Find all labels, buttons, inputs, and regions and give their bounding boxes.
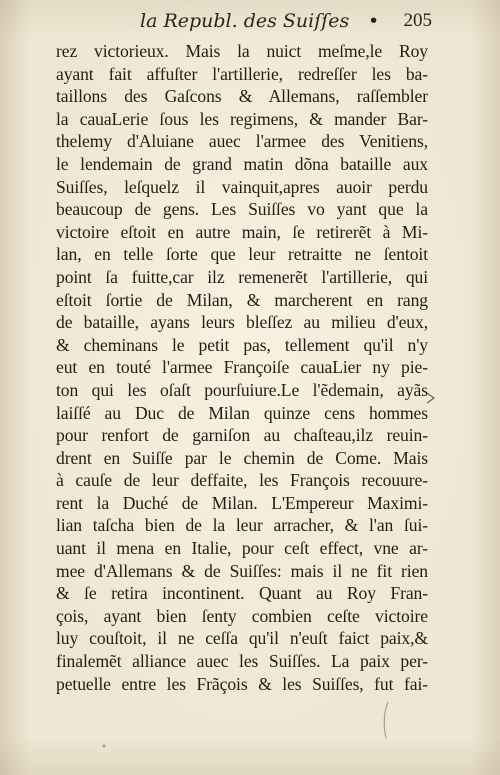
text-line: thelemy d'Aluiane auec l'armee des Venitiens, bbox=[56, 131, 428, 152]
text-line: le lendemain de grand matin dõna bataille aux bbox=[56, 153, 428, 174]
text-line: lan, en telle ſorte que leur retraitte ne ſentoit bbox=[56, 244, 428, 265]
page-number: 205 bbox=[403, 10, 432, 31]
text-line: de bataille, ayans leurs bleſſez au milieu d'eux, bbox=[56, 312, 428, 333]
paper-speck-icon bbox=[100, 742, 108, 750]
running-title: la Republ. des Suiſſes bbox=[140, 10, 350, 32]
text-line: rent la Duché de Milan. L'Empereur Maximi- bbox=[56, 492, 428, 513]
text-line: uant il mena en Italie, pour ceſt effect, vne ar- bbox=[56, 538, 428, 559]
page-header bbox=[140, 10, 432, 36]
text-line: finalemẽt alliance auec les Suiſſes. La paix per- bbox=[56, 651, 428, 672]
text-line: point ſa fuitte,car ilz remenerẽt l'artillerie, qui bbox=[56, 266, 428, 287]
text-line: luy couſtoit, il ne ceſſa qu'il n'euſt faict paix,& bbox=[56, 628, 428, 649]
text-line: laiſſé au Duc de Milan quinze cens hommes bbox=[56, 402, 428, 423]
text-line: taillons des Gaſcons & Allemans, raſſembler bbox=[56, 86, 428, 107]
text-line: & ſe retira incontinent. Quant au Roy Fran- bbox=[56, 583, 428, 604]
text-line: à cauſe de leur deffaite, les François recouure- bbox=[56, 470, 428, 491]
paper-fiber-mark-icon bbox=[380, 700, 392, 740]
text-line: beaucoup de gens. Les Suiſſes vo yant que la bbox=[56, 199, 428, 220]
text-line: mee d'Allemans & de Suiſſes: mais il ne fit rien bbox=[56, 560, 428, 581]
text-line: ton qui les oſaſt pourſuiure.Le l'ẽdemain, ayãs bbox=[56, 379, 428, 400]
text-line: drent en Suiſſe par le chemin de Come. Mais bbox=[56, 447, 428, 468]
text-line: Suiſſes, leſquelz il vainquit,apres auoir perdu bbox=[56, 176, 428, 197]
text-line: pour renfort de garniſon au chaſteau,ilz reuin- bbox=[56, 425, 428, 446]
header-dot: • bbox=[368, 10, 380, 32]
text-line: çois, ayant bien ſenty combien ceſte victoire bbox=[56, 605, 428, 626]
margin-mark-icon bbox=[426, 392, 436, 404]
text-line: ayant fait affuſter l'artillerie, redreſſer les ba- bbox=[56, 63, 428, 84]
text-line: lian taſcha bien de la leur arracher, & l'an ſui- bbox=[56, 515, 428, 536]
body-text bbox=[56, 40, 428, 695]
text-line: victoire eſtoit en autre main, ſe retirerẽt à Mi- bbox=[56, 221, 428, 242]
text-line: la cauaLerie ſous les regimens, & mander Bar- bbox=[56, 108, 428, 129]
text-line: petuelle entre les Frãçois & les Suiſſes, fut fai- bbox=[56, 673, 428, 694]
text-line: eſtoit ſortie de Milan, & marcherent en rang bbox=[56, 289, 428, 310]
text-line: rez victorieux. Mais la nuict meſme,le Roy bbox=[56, 41, 428, 61]
text-line: eut en touté l'armee Françoiſe cauaLier ny pie- bbox=[56, 357, 428, 378]
text-line: & cheminans le petit pas, tellement qu'il n'y bbox=[56, 334, 428, 355]
